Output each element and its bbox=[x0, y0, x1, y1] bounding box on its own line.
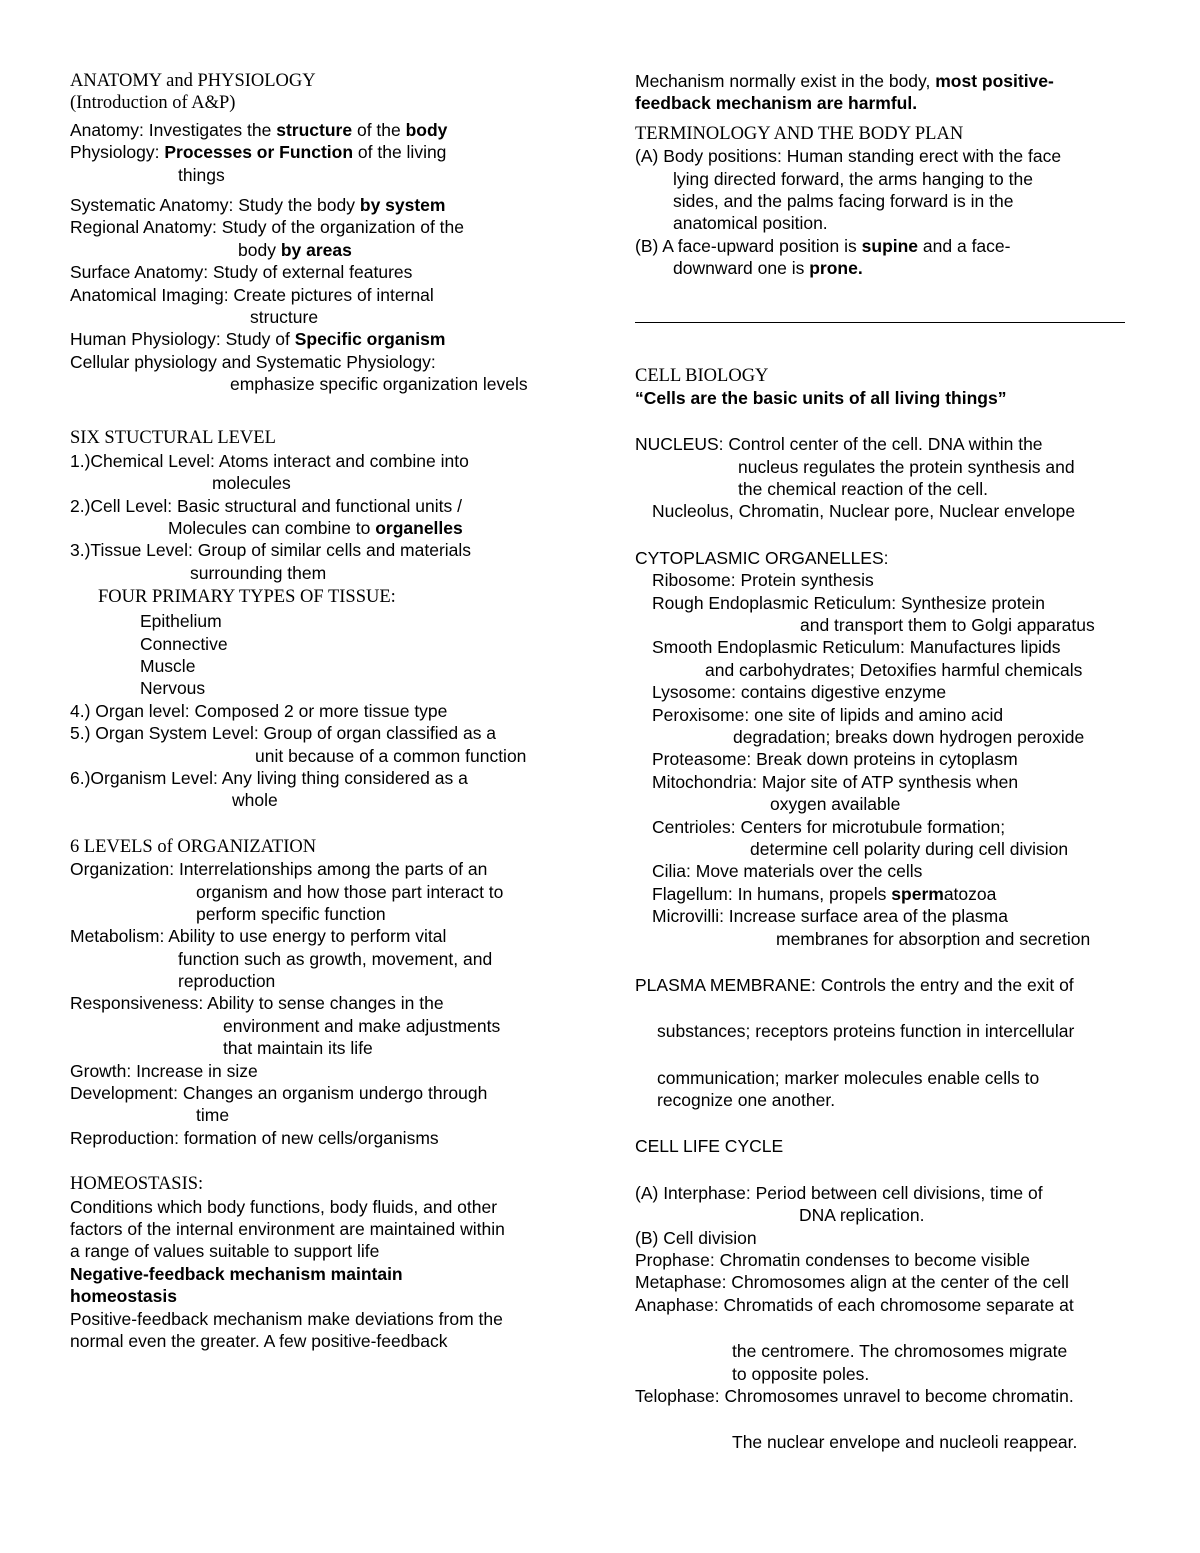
homeostasis-line-2: factors of the internal environment are maintained within bbox=[70, 1218, 505, 1239]
nucleus-def-3: the chemical reaction of the cell. bbox=[738, 479, 988, 500]
lysosome: Lysosome: contains digestive enzyme bbox=[652, 682, 947, 703]
right-column bbox=[635, 70, 1135, 1454]
metabolism-def-3: reproduction bbox=[178, 971, 276, 992]
homeostasis-line-1: Conditions which body functions, body fluids, and other bbox=[70, 1196, 498, 1217]
tissue-types-heading: FOUR PRIMARY TYPES OF TISSUE: bbox=[98, 587, 396, 608]
physiology-def-cont: things bbox=[178, 164, 225, 185]
peroxisome-cont: degradation; breaks down hydrogen peroxide bbox=[733, 726, 1085, 747]
level-1-cont: molecules bbox=[212, 473, 291, 494]
left-column bbox=[70, 70, 570, 1352]
plasma-membrane-def-2: substances; receptors proteins function in intercellular bbox=[657, 1021, 1075, 1042]
centrioles: Centrioles: Centers for microtubule formation; bbox=[652, 816, 1006, 837]
surface-anatomy: Surface Anatomy: Study of external features bbox=[70, 262, 413, 283]
plasma-membrane-def: PLASMA MEMBRANE: Controls the entry and the exit of bbox=[635, 974, 1074, 995]
cell-division: (B) Cell division bbox=[635, 1227, 757, 1248]
prophase: Prophase: Chromatin condenses to become visible bbox=[635, 1250, 1030, 1271]
rough-er-cont: and transport them to Golgi apparatus bbox=[800, 615, 1095, 636]
organization-heading: 6 LEVELS of ORGANIZATION bbox=[70, 836, 317, 857]
tissue-nervous: Nervous bbox=[140, 678, 206, 699]
proteasome: Proteasome: Break down proteins in cytoplasm bbox=[652, 749, 1018, 770]
metaphase: Metaphase: Chromosomes align at the center of the cell bbox=[635, 1272, 1069, 1293]
tissue-muscle: Muscle bbox=[140, 655, 196, 676]
plasma-membrane-def-4: recognize one another. bbox=[657, 1090, 836, 1111]
positive-feedback-cont-2: feedback mechanism are harmful. bbox=[635, 93, 918, 114]
level-5-cont: unit because of a common function bbox=[255, 745, 527, 766]
metabolism-def-2: function such as growth, movement, and bbox=[178, 948, 493, 969]
development-def: Development: Changes an organism undergo through bbox=[70, 1083, 488, 1104]
flagellum: Flagellum: In humans, propels spermatozoa bbox=[652, 883, 997, 904]
smooth-er: Smooth Endoplasmic Reticulum: Manufactures lipids bbox=[652, 637, 1061, 658]
tissue-epithelium: Epithelium bbox=[140, 611, 222, 632]
organization-def-2: organism and how those part interact to bbox=[196, 881, 504, 902]
growth-def: Growth: Increase in size bbox=[70, 1060, 258, 1081]
positive-feedback-line-2: normal even the greater. A few positive-feedback bbox=[70, 1330, 448, 1351]
regional-anatomy: Regional Anatomy: Study of the organization of the bbox=[70, 217, 465, 238]
systematic-anatomy: Systematic Anatomy: Study the body by system bbox=[70, 194, 446, 215]
nucleus-parts: Nucleolus, Chromatin, Nuclear pore, Nuclear envelope bbox=[652, 501, 1076, 522]
body-position-b-2: downward one is prone. bbox=[673, 258, 863, 279]
responsiveness-def-3: that maintain its life bbox=[223, 1038, 373, 1059]
tissue-connective: Connective bbox=[140, 633, 228, 654]
level-1: 1.)Chemical Level: Atoms interact and combine into bbox=[70, 450, 469, 471]
level-2: 2.)Cell Level: Basic structural and functional units / bbox=[70, 495, 462, 516]
positive-feedback-line-1: Positive-feedback mechanism make deviations from the bbox=[70, 1308, 503, 1329]
body-position-a-3: sides, and the palms facing forward is in the bbox=[673, 190, 1014, 211]
body-position-a: (A) Body positions: Human standing erect with the face bbox=[635, 146, 1062, 167]
body-position-a-4: anatomical position. bbox=[673, 213, 828, 234]
human-physiology: Human Physiology: Study of Specific organism bbox=[70, 329, 446, 350]
level-4: 4.) Organ level: Composed 2 or more tissue type bbox=[70, 700, 448, 721]
microvilli-cont: membranes for absorption and secretion bbox=[776, 928, 1091, 949]
anaphase-cont: the centromere. The chromosomes migrate bbox=[732, 1341, 1068, 1362]
positive-feedback-cont-1: Mechanism normally exist in the body, most positive- bbox=[635, 71, 1054, 91]
responsiveness-def-2: environment and make adjustments bbox=[223, 1015, 501, 1036]
metabolism-def: Metabolism: Ability to use energy to perform vital bbox=[70, 926, 447, 947]
body-position-a-2: lying directed forward, the arms hanging to the bbox=[673, 168, 1033, 189]
telophase: Telophase: Chromosomes unravel to become chromatin. bbox=[635, 1385, 1074, 1406]
microvilli: Microvilli: Increase surface area of the plasma bbox=[652, 906, 1008, 927]
nucleus-def: NUCLEUS: Control center of the cell. DNA within the bbox=[635, 434, 1043, 455]
negative-feedback-line-2: homeostasis bbox=[70, 1286, 177, 1307]
anaphase: Anaphase: Chromatids of each chromosome separate at bbox=[635, 1294, 1074, 1315]
nucleus-def-2: nucleus regulates the protein synthesis and bbox=[738, 456, 1075, 477]
cellular-physiology-cont: emphasize specific organization levels bbox=[230, 374, 528, 395]
negative-feedback-line-1: Negative-feedback mechanism maintain bbox=[70, 1263, 403, 1284]
terminology-heading: TERMINOLOGY AND THE BODY PLAN bbox=[635, 123, 964, 144]
homeostasis-line-3: a range of values suitable to support life bbox=[70, 1241, 380, 1262]
smooth-er-cont: and carbohydrates; Detoxifies harmful chemicals bbox=[705, 659, 1083, 680]
level-2-cont: Molecules can combine to organelles bbox=[168, 518, 463, 539]
cell-life-cycle-heading: CELL LIFE CYCLE bbox=[635, 1136, 784, 1157]
homeostasis-heading: HOMEOSTASIS: bbox=[70, 1174, 204, 1195]
plasma-membrane-def-3: communication; marker molecules enable cells to bbox=[657, 1067, 1040, 1088]
responsiveness-def: Responsiveness: Ability to sense changes in the bbox=[70, 993, 444, 1014]
cytoplasmic-heading: CYTOPLASMIC ORGANELLES: bbox=[635, 547, 889, 568]
level-6: 6.)Organism Level: Any living thing considered as a bbox=[70, 767, 468, 788]
anatomy-def: Anatomy: Investigates the structure of the body bbox=[70, 119, 448, 140]
peroxisome: Peroxisome: one site of lipids and amino acid bbox=[652, 704, 1004, 725]
doc-subtitle: (Introduction of A&P) bbox=[70, 93, 236, 114]
level-3-cont: surrounding them bbox=[190, 562, 327, 583]
centrioles-cont: determine cell polarity during cell division bbox=[750, 838, 1069, 859]
interphase: (A) Interphase: Period between cell divisions, time of bbox=[635, 1182, 1043, 1203]
regional-anatomy-cont: body by areas bbox=[238, 239, 352, 260]
cellular-physiology: Cellular physiology and Systematic Physiology: bbox=[70, 351, 436, 372]
interphase-cont: DNA replication. bbox=[799, 1205, 925, 1226]
mitochondria-cont: oxygen available bbox=[770, 794, 901, 815]
cell-biology-heading: CELL BIOLOGY bbox=[635, 365, 769, 386]
level-3: 3.)Tissue Level: Group of similar cells and materials bbox=[70, 540, 472, 561]
anaphase-cont-2: to opposite poles. bbox=[732, 1363, 870, 1384]
telophase-cont: The nuclear envelope and nucleoli reappear. bbox=[732, 1432, 1078, 1453]
level-5: 5.) Organ System Level: Group of organ classified as a bbox=[70, 723, 497, 744]
organization-def-3: perform specific function bbox=[196, 903, 386, 924]
development-def-2: time bbox=[196, 1105, 230, 1126]
body-position-b: (B) A face-upward position is supine and a face- bbox=[635, 235, 1011, 256]
cell-biology-quote: “Cells are the basic units of all living things” bbox=[635, 387, 1007, 408]
anatomical-imaging-cont: structure bbox=[250, 306, 319, 327]
cilia: Cilia: Move materials over the cells bbox=[652, 861, 923, 882]
level-6-cont: whole bbox=[232, 790, 278, 811]
ribosome: Ribosome: Protein synthesis bbox=[652, 570, 874, 591]
rough-er: Rough Endoplasmic Reticulum: Synthesize protein bbox=[652, 592, 1045, 613]
organization-def: Organization: Interrelationships among the parts of an bbox=[70, 859, 488, 880]
doc-title: ANATOMY and PHYSIOLOGY bbox=[70, 71, 316, 91]
reproduction-def: Reproduction: formation of new cells/organisms bbox=[70, 1127, 439, 1148]
mitochondria: Mitochondria: Major site of ATP synthesis when bbox=[652, 771, 1019, 792]
anatomical-imaging: Anatomical Imaging: Create pictures of internal bbox=[70, 284, 434, 305]
six-levels-heading: SIX STUCTURAL LEVEL bbox=[70, 428, 276, 449]
physiology-def: Physiology: Processes or Function of the living bbox=[70, 142, 447, 163]
